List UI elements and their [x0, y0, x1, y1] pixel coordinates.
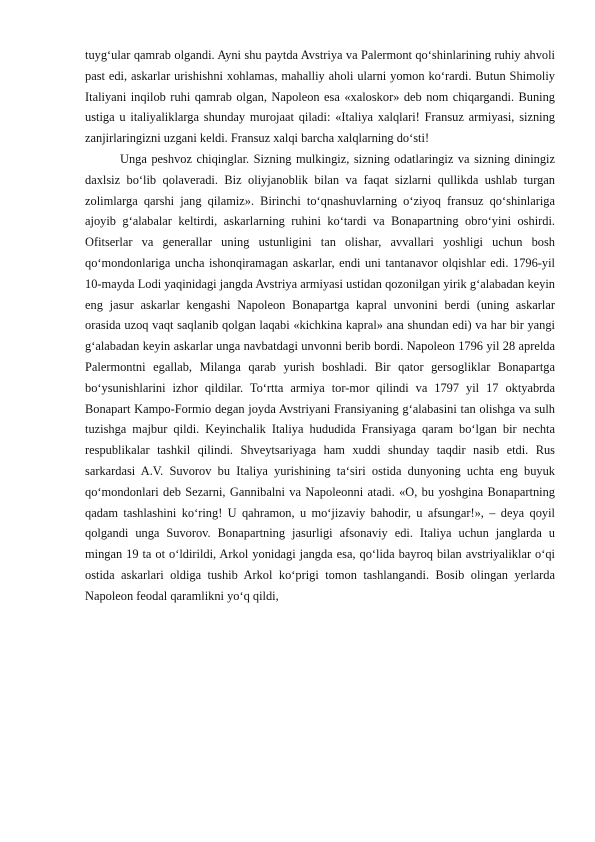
paragraph-2: Unga peshvoz chiqinglar. Sizning mulkingiz, sizning odatlaringiz va sizning diningiz daxlsiz bo‘lib qolaveradi. Biz oliyjanoblik bilan va faqat sizlarni qullikda ushlab turgan zolimlarga qarshi jang qilamiz». Birinchi to‘qnashuvlarning o‘ziyoq fransuz qo‘shinlariga ajoyib g‘alabalar keltirdi, askarlarning ruhini ko‘tardi va Bonapartning obro‘yini oshirdi. Ofitserlar va generallar uning ustunligini tan olishar, avvallari yoshligi uchun bosh qo‘mondonlariga uncha ishonqiramagan askarlar, endi uni tantanavor olqishlar edi. 1796-yil 10-mayda Lodi yaqinidagi jangda Avstriya armiyasi ustidan qozonilgan yirik g‘alabadan keyin eng jasur askarlar kengashi Napoleon Bonapartga kapral unvonini berdi (uning askarlar orasida uzoq vaqt saqlanib qolgan laqabi «kichkina kapral» ana shundan edi) va har bir yangi g‘alabadan keyin askarlar unga navbatdagi unvonni berib bordi. Napoleon 1796 yil 28 aprelda Palermontni egallab, Milanga qarab yurish boshladi. Bir qator gersogliklar Bonapartga bo‘ysunishlarini izhor qildilar. To‘rtta armiya tor-mor qilindi va 1797 yil 17 oktyabrda Bonapart Kampo-Formio degan joyda Avstriyani Fransiyaning g‘alabasini tan olishga va sulh tuzishga majbur qildi. Keyinchalik Italiya hududida Fransiyaga qaram bo‘lgan bir nechta respublikalar tashkil qilindi. Shveytsariyaga ham xuddi shunday taqdir nasib etdi. Rus sarkardasi A.V. Suvorov bu Italiya yurishining ta‘siri ostida dunyoning uchta eng buyuk qo‘mondonlari deb Sezarni, Gannibalni va Napoleonni atadi. «O, bu yoshgina Bonapartning qadam tashlashini ko‘ring! U qahramon, u mo‘jizaviy bahodir, u afsungar!», – deya qoyil qolgandi unga Suvorov. Bonapartning jasurligi afsonaviy edi. Italiya uchun janglarda u mingan 19 ta ot o‘ldirildi, Arkol yonidagi jangda esa, qo‘lida bayroq bilan avstriyaliklar o‘qi ostida askarlari oldiga tushib Arkol ko‘prigi tomon tashlangandi. Bosib olingan yerlarda Napoleon feodal qaramlikni yo‘q qildi,	[85, 151, 555, 603]
body-text	[85, 45, 555, 607]
paragraph-1: tuyg‘ular qamrab olgandi. Ayni shu paytda Avstriya va Palermont qo‘shinlarining ruhiy ahvoli past edi, askarlar urishishni xohlamas, mahalliy aholi ularni yomon ko‘rardi. Butun Shimoliy Italiyani inqilob ruhi qamrab olgan, Napoleon esa «xaloskor» deb nom chiqargandi. Buning ustiga u italiyaliklarga shunday murojaat qiladi: «Italiya xalqlari! Fransuz armiyasi, sizning zanjirlaringizni uzgani keldi. Fransuz xalqi barcha xalqlarning do‘sti!	[85, 48, 555, 146]
